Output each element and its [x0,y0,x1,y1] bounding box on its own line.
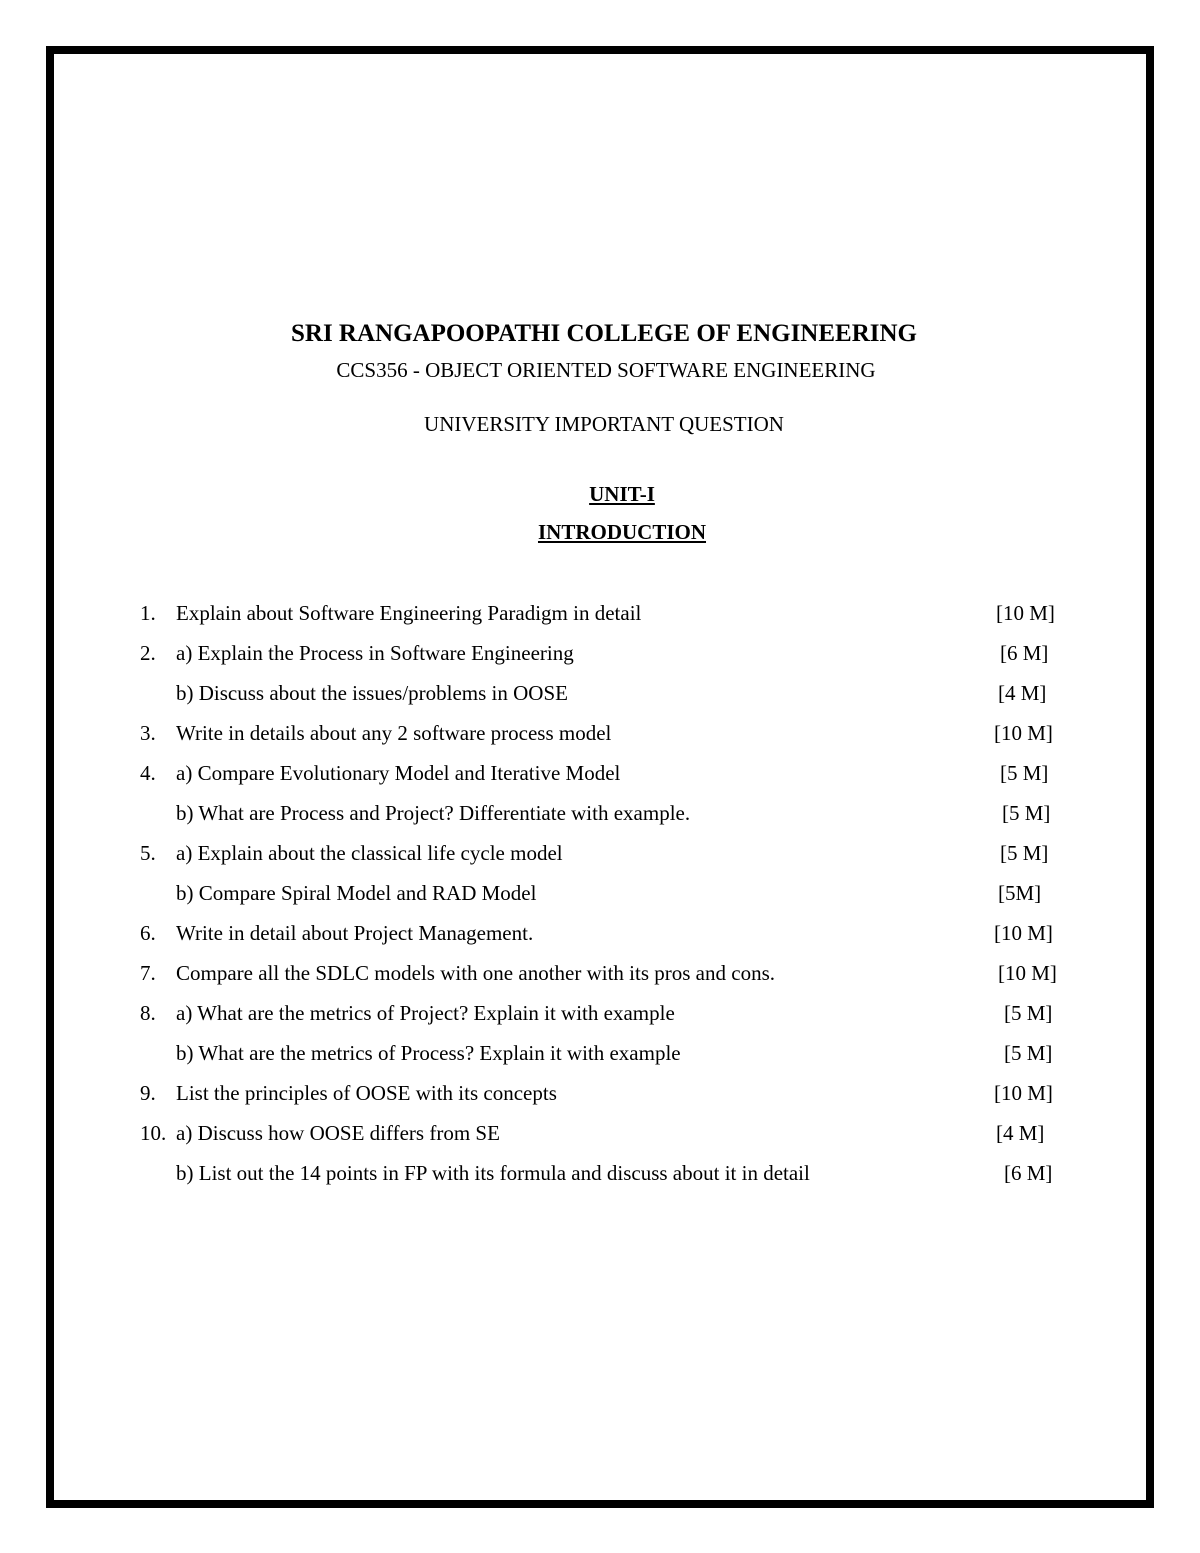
question-row [140,998,1100,1038]
question-marks: [5 M] [1000,841,1049,865]
question-row [140,1038,1100,1078]
question-marks: [6 M] [1004,1161,1053,1185]
unit-heading: UNIT-I [589,482,655,506]
question-text: Write in detail about Project Management. [176,921,534,945]
question-list [140,598,1100,1198]
question-marks: [4 M] [996,1121,1045,1145]
question-marks: [6 M] [1000,641,1049,665]
unit-title: INTRODUCTION [537,520,707,544]
question-number: 4. [140,761,156,785]
question-text: Compare all the SDLC models with one another with its pros and cons. [176,961,775,985]
course-title: CCS356 - OBJECT ORIENTED SOFTWARE ENGINEERING [336,358,876,382]
question-number: 9. [140,1081,156,1105]
question-row [140,918,1100,958]
question-number: 3. [140,721,156,745]
question-row [140,758,1100,798]
question-text: List the principles of OOSE with its concepts [176,1081,557,1105]
document-type: UNIVERSITY IMPORTANT QUESTION [424,412,784,436]
question-row [140,1158,1100,1198]
question-marks: [4 M] [998,681,1047,705]
question-row [140,838,1100,878]
question-row [140,1118,1100,1158]
question-marks: [5 M] [1004,1001,1053,1025]
question-row [140,1078,1100,1118]
question-row [140,718,1100,758]
question-text: a) Discuss how OOSE differs from SE [176,1121,500,1145]
question-text: a) What are the metrics of Project? Explain it with example [176,1001,675,1025]
question-text: a) Explain about the classical life cycle model [176,841,563,865]
question-number: 8. [140,1001,156,1025]
question-number: 10. [140,1121,167,1145]
college-name: SRI RANGAPOOPATHI COLLEGE OF ENGINEERING [290,320,917,347]
question-row [140,958,1100,998]
question-marks: [10 M] [994,921,1053,945]
question-text: b) Discuss about the issues/problems in OOSE [176,681,568,705]
question-number: 7. [140,961,156,985]
question-text: b) What are the metrics of Process? Explain it with example [176,1041,681,1065]
question-marks: [5M] [998,881,1042,905]
question-row [140,678,1100,718]
question-row [140,638,1100,678]
question-text: b) What are Process and Project? Differentiate with example. [176,801,691,825]
question-text: a) Explain the Process in Software Engineering [176,641,574,665]
question-marks: [10 M] [998,961,1057,985]
question-marks: [5 M] [1004,1041,1053,1065]
question-number: 2. [140,641,156,665]
question-text: a) Compare Evolutionary Model and Iterative Model [176,761,621,785]
question-row [140,598,1100,638]
question-marks: [10 M] [996,601,1055,625]
question-text: b) Compare Spiral Model and RAD Model [176,881,537,905]
question-text: Explain about Software Engineering Paradigm in detail [176,601,642,625]
question-text: Write in details about any 2 software process model [176,721,612,745]
question-marks: [10 M] [994,1081,1053,1105]
question-row [140,798,1100,838]
question-number: 1. [140,601,156,625]
question-text: b) List out the 14 points in FP with its formula and discuss about it in detail [176,1161,810,1185]
question-row [140,878,1100,918]
question-marks: [10 M] [994,721,1053,745]
question-number: 6. [140,921,156,945]
question-marks: [5 M] [1002,801,1051,825]
question-number: 5. [140,841,156,865]
question-marks: [5 M] [1000,761,1049,785]
